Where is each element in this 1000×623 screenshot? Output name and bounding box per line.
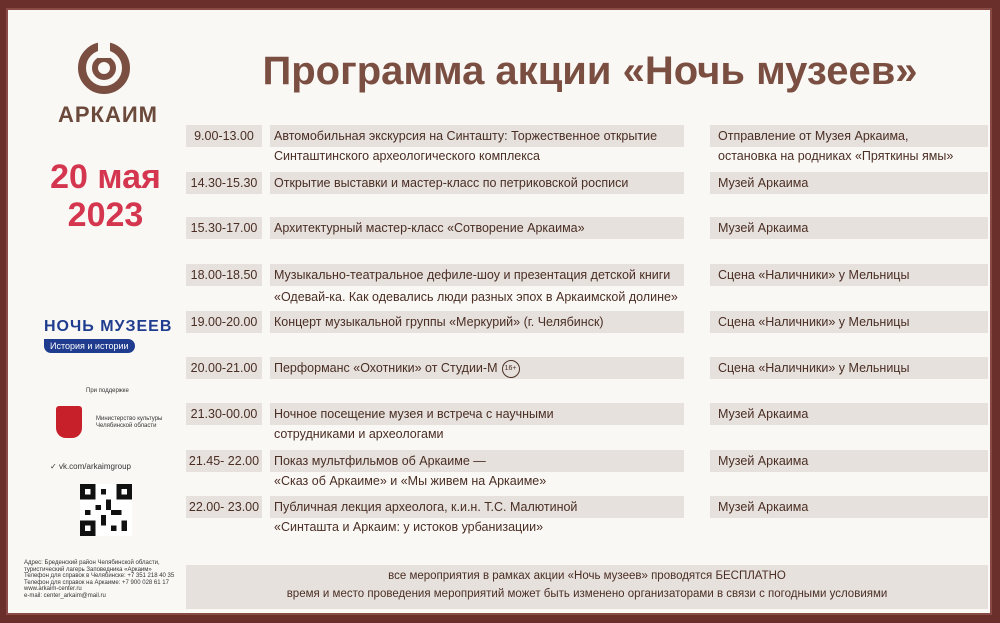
footer-notice bbox=[186, 565, 988, 609]
schedule-row bbox=[186, 496, 988, 538]
event-place: Сцена «Наличники» у Мельницы bbox=[718, 268, 910, 282]
page-title: Программа акции «Ночь музеев» bbox=[262, 49, 918, 93]
arkaim-logo-icon bbox=[76, 40, 132, 96]
event-title: Открытие выставки и мастер-класс по петриковской росписи bbox=[274, 176, 629, 190]
event-title-line2: «Синташта и Аркаим: у истоков урбанизации» bbox=[274, 520, 544, 534]
event-place: Отправление от Музея Аркаима, bbox=[718, 129, 909, 143]
event-time: 21.30-00.00 bbox=[190, 407, 258, 421]
event-title: Музыкально-театральное дефиле-шоу и презентация детской книги bbox=[274, 268, 671, 282]
schedule-row bbox=[186, 217, 988, 239]
event-place: Сцена «Наличники» у Мельницы bbox=[718, 361, 910, 375]
contact-line: Телефон для справок в Челябинске: +7 351 218 40 35 bbox=[24, 573, 175, 579]
brand-name: АРКАИМ bbox=[57, 102, 158, 127]
event-place: Сцена «Наличники» у Мельницы bbox=[718, 315, 910, 329]
event-time: 15.30-17.00 bbox=[190, 221, 258, 235]
date-day: 20 мая bbox=[50, 158, 161, 196]
night-of-museums-logo bbox=[44, 318, 172, 354]
event-title-line2: сотрудниками и археологами bbox=[274, 427, 444, 441]
contact-line: www.arkaim-center.ru bbox=[24, 586, 82, 592]
event-date bbox=[28, 158, 183, 234]
event-time: 14.30-15.30 bbox=[190, 176, 258, 190]
event-title: Автомобильная экскурсия на Синташту: Торжественное открытие bbox=[274, 129, 658, 143]
event-title-line2: Синташтинского археологического комплекса bbox=[274, 149, 541, 163]
event-title-line2: «Одевай-ка. Как одевались люди разных эпох в Аркаимской долине» bbox=[274, 290, 678, 304]
ministry-block bbox=[56, 406, 186, 440]
event-title-line2: «Сказ об Аркаиме» и «Мы живем на Аркаиме» bbox=[274, 474, 547, 488]
event-title: Перформанс «Охотники» от Студии-М bbox=[274, 361, 498, 375]
schedule-row bbox=[186, 357, 988, 379]
event-time: 20.00-21.00 bbox=[190, 361, 258, 375]
event-title: Показ мультфильмов об Аркаиме — bbox=[274, 454, 486, 468]
event-title: Публичная лекция археолога, к.и.н. Т.С. Малютиной bbox=[274, 500, 578, 514]
event-place: Музей Аркаима bbox=[718, 407, 809, 421]
schedule-row bbox=[186, 264, 988, 306]
vk-icon: ✓ bbox=[50, 462, 57, 471]
event-title: Концерт музыкальной группы «Меркурий» (г. Челябинск) bbox=[274, 315, 604, 329]
footer-free-notice: все мероприятия в рамках акции «Ночь музеев» проводятся БЕСПЛАТНО bbox=[388, 570, 786, 582]
contact-line: Телефон для справок на Аркаиме: +7 900 028 61 17 bbox=[24, 579, 169, 586]
footer-change-notice: время и место проведения мероприятий может быть изменено организаторами в связи с погодными условиями bbox=[286, 588, 888, 600]
night-logo-subtitle: История и истории bbox=[44, 339, 135, 353]
event-time: 19.00-20.00 bbox=[190, 315, 258, 329]
event-title-wrap bbox=[274, 357, 520, 379]
contact-line: Адрес: Бреденский район Челябинской области, bbox=[24, 560, 160, 566]
ministry-line2: Челябинской области bbox=[96, 423, 157, 429]
night-logo-title: НОЧЬ МУЗЕЕВ bbox=[44, 318, 173, 335]
schedule-row bbox=[186, 311, 988, 333]
vk-link-text: vk.com/arkaimgroup bbox=[58, 462, 131, 471]
event-place-line2: остановка на родниках «Пряткины ямы» bbox=[718, 149, 954, 163]
event-place: Музей Аркаима bbox=[718, 500, 809, 514]
support-label: При поддержке bbox=[86, 388, 129, 394]
schedule-row bbox=[186, 125, 988, 167]
contact-line: туристический лагерь Заповедника «Аркаим» bbox=[24, 566, 152, 573]
ministry-line1: Министерство культуры bbox=[96, 416, 163, 422]
event-title: Архитектурный мастер-класс «Сотворение Аркаима» bbox=[274, 221, 585, 235]
schedule-row bbox=[186, 403, 988, 445]
event-time: 21.45- 22.00 bbox=[188, 454, 260, 468]
age-rating-badge: 16+ bbox=[502, 360, 520, 378]
vk-link[interactable] bbox=[50, 462, 131, 471]
contact-line: e-mail: center_arkaim@mail.ru bbox=[24, 592, 106, 599]
event-time: 18.00-18.50 bbox=[190, 268, 258, 282]
event-title: Ночное посещение музея и встреча с научными bbox=[274, 407, 554, 421]
schedule-row bbox=[186, 172, 988, 194]
event-time: 9.00-13.00 bbox=[194, 129, 254, 143]
event-place: Музей Аркаима bbox=[718, 221, 809, 235]
contacts-block bbox=[24, 560, 184, 599]
event-time: 22.00- 23.00 bbox=[188, 500, 260, 514]
qr-code-icon bbox=[80, 484, 132, 536]
ministry-text bbox=[96, 416, 162, 430]
event-place: Музей Аркаима bbox=[718, 454, 809, 468]
event-place: Музей Аркаима bbox=[718, 176, 809, 190]
coat-of-arms-icon bbox=[56, 406, 82, 438]
date-year: 2023 bbox=[67, 196, 144, 234]
schedule-row bbox=[186, 450, 988, 492]
